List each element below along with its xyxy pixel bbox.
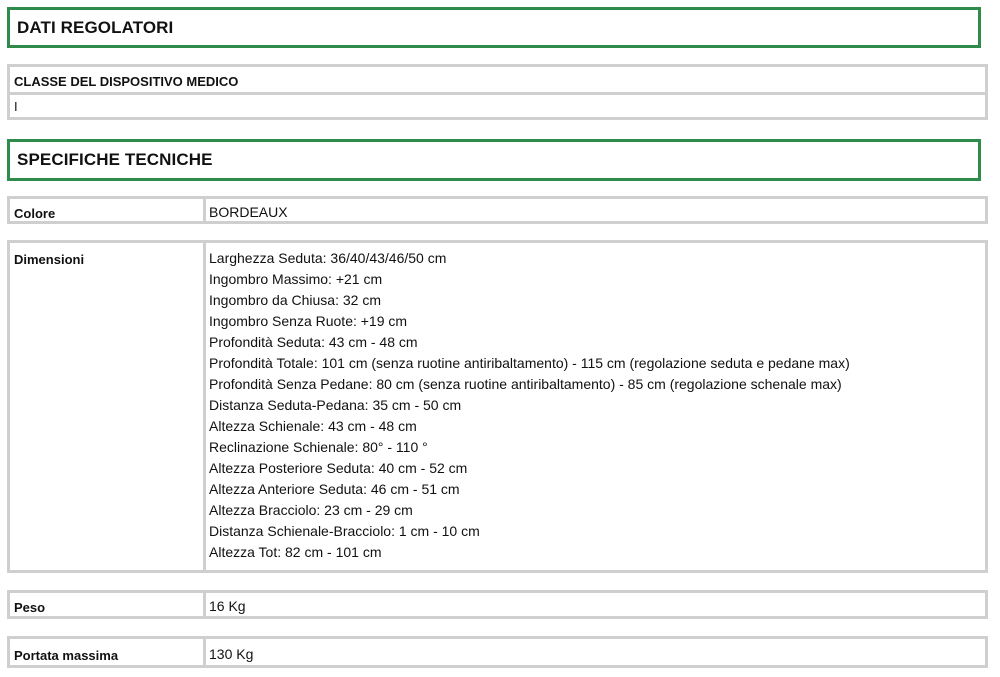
section-title: SPECIFICHE TECNICHE (17, 150, 213, 169)
dimension-line: Profondità Senza Pedane: 80 cm (senza ruotine antiribaltamento) - 85 cm (regolazione schenale max) (209, 376, 842, 392)
spec-value: 130 Kg (209, 646, 254, 662)
dimension-line: Distanza Seduta-Pedana: 35 cm - 50 cm (209, 397, 462, 413)
dimension-line: Profondità Totale: 101 cm (senza ruotine antiribaltamento) - 115 cm (regolazione seduta e pedane max) (209, 355, 850, 371)
row-divider (10, 92, 985, 95)
section-header-specs (7, 139, 981, 181)
spec-row-dimensioni (7, 240, 988, 573)
dimension-line: Altezza Tot: 82 cm - 101 cm (209, 544, 382, 560)
section-header-regulatory (7, 7, 981, 48)
device-class-value: I (14, 99, 18, 114)
dimension-line: Reclinazione Schienale: 80° - 110 ° (209, 439, 428, 455)
dimension-line: Altezza Posteriore Seduta: 40 cm - 52 cm (209, 460, 468, 476)
spec-row-colore (7, 196, 988, 224)
dimension-line: Ingombro Massimo: +21 cm (209, 271, 383, 287)
dimension-line: Altezza Anteriore Seduta: 46 cm - 51 cm (209, 481, 460, 497)
dimension-line: Ingombro Senza Ruote: +19 cm (209, 313, 408, 329)
spec-row-portata (7, 636, 988, 668)
spec-value: 16 Kg (209, 598, 246, 614)
section-title: DATI REGOLATORI (17, 17, 174, 37)
column-divider (203, 639, 206, 665)
dimension-list (209, 248, 850, 563)
spec-label: Colore (14, 206, 56, 221)
device-class-box (7, 64, 988, 120)
dimension-line: Profondità Seduta: 43 cm - 48 cm (209, 334, 418, 350)
dimension-line: Ingombro da Chiusa: 32 cm (209, 292, 381, 308)
dimension-line: Distanza Schienale-Bracciolo: 1 cm - 10 cm (209, 523, 480, 539)
column-divider (203, 593, 206, 616)
spec-label: Peso (14, 600, 46, 615)
column-divider (203, 243, 206, 570)
spec-value: BORDEAUX (209, 204, 288, 220)
device-class-label: CLASSE DEL DISPOSITIVO MEDICO (14, 74, 239, 89)
dimension-line: Altezza Bracciolo: 23 cm - 29 cm (209, 502, 413, 518)
dimension-line: Larghezza Seduta: 36/40/43/46/50 cm (209, 250, 447, 266)
spec-label: Dimensioni (14, 252, 85, 267)
dimension-line: Altezza Schienale: 43 cm - 48 cm (209, 418, 417, 434)
spec-row-peso (7, 590, 988, 619)
spec-label: Portata massima (14, 648, 119, 663)
column-divider (203, 199, 206, 221)
